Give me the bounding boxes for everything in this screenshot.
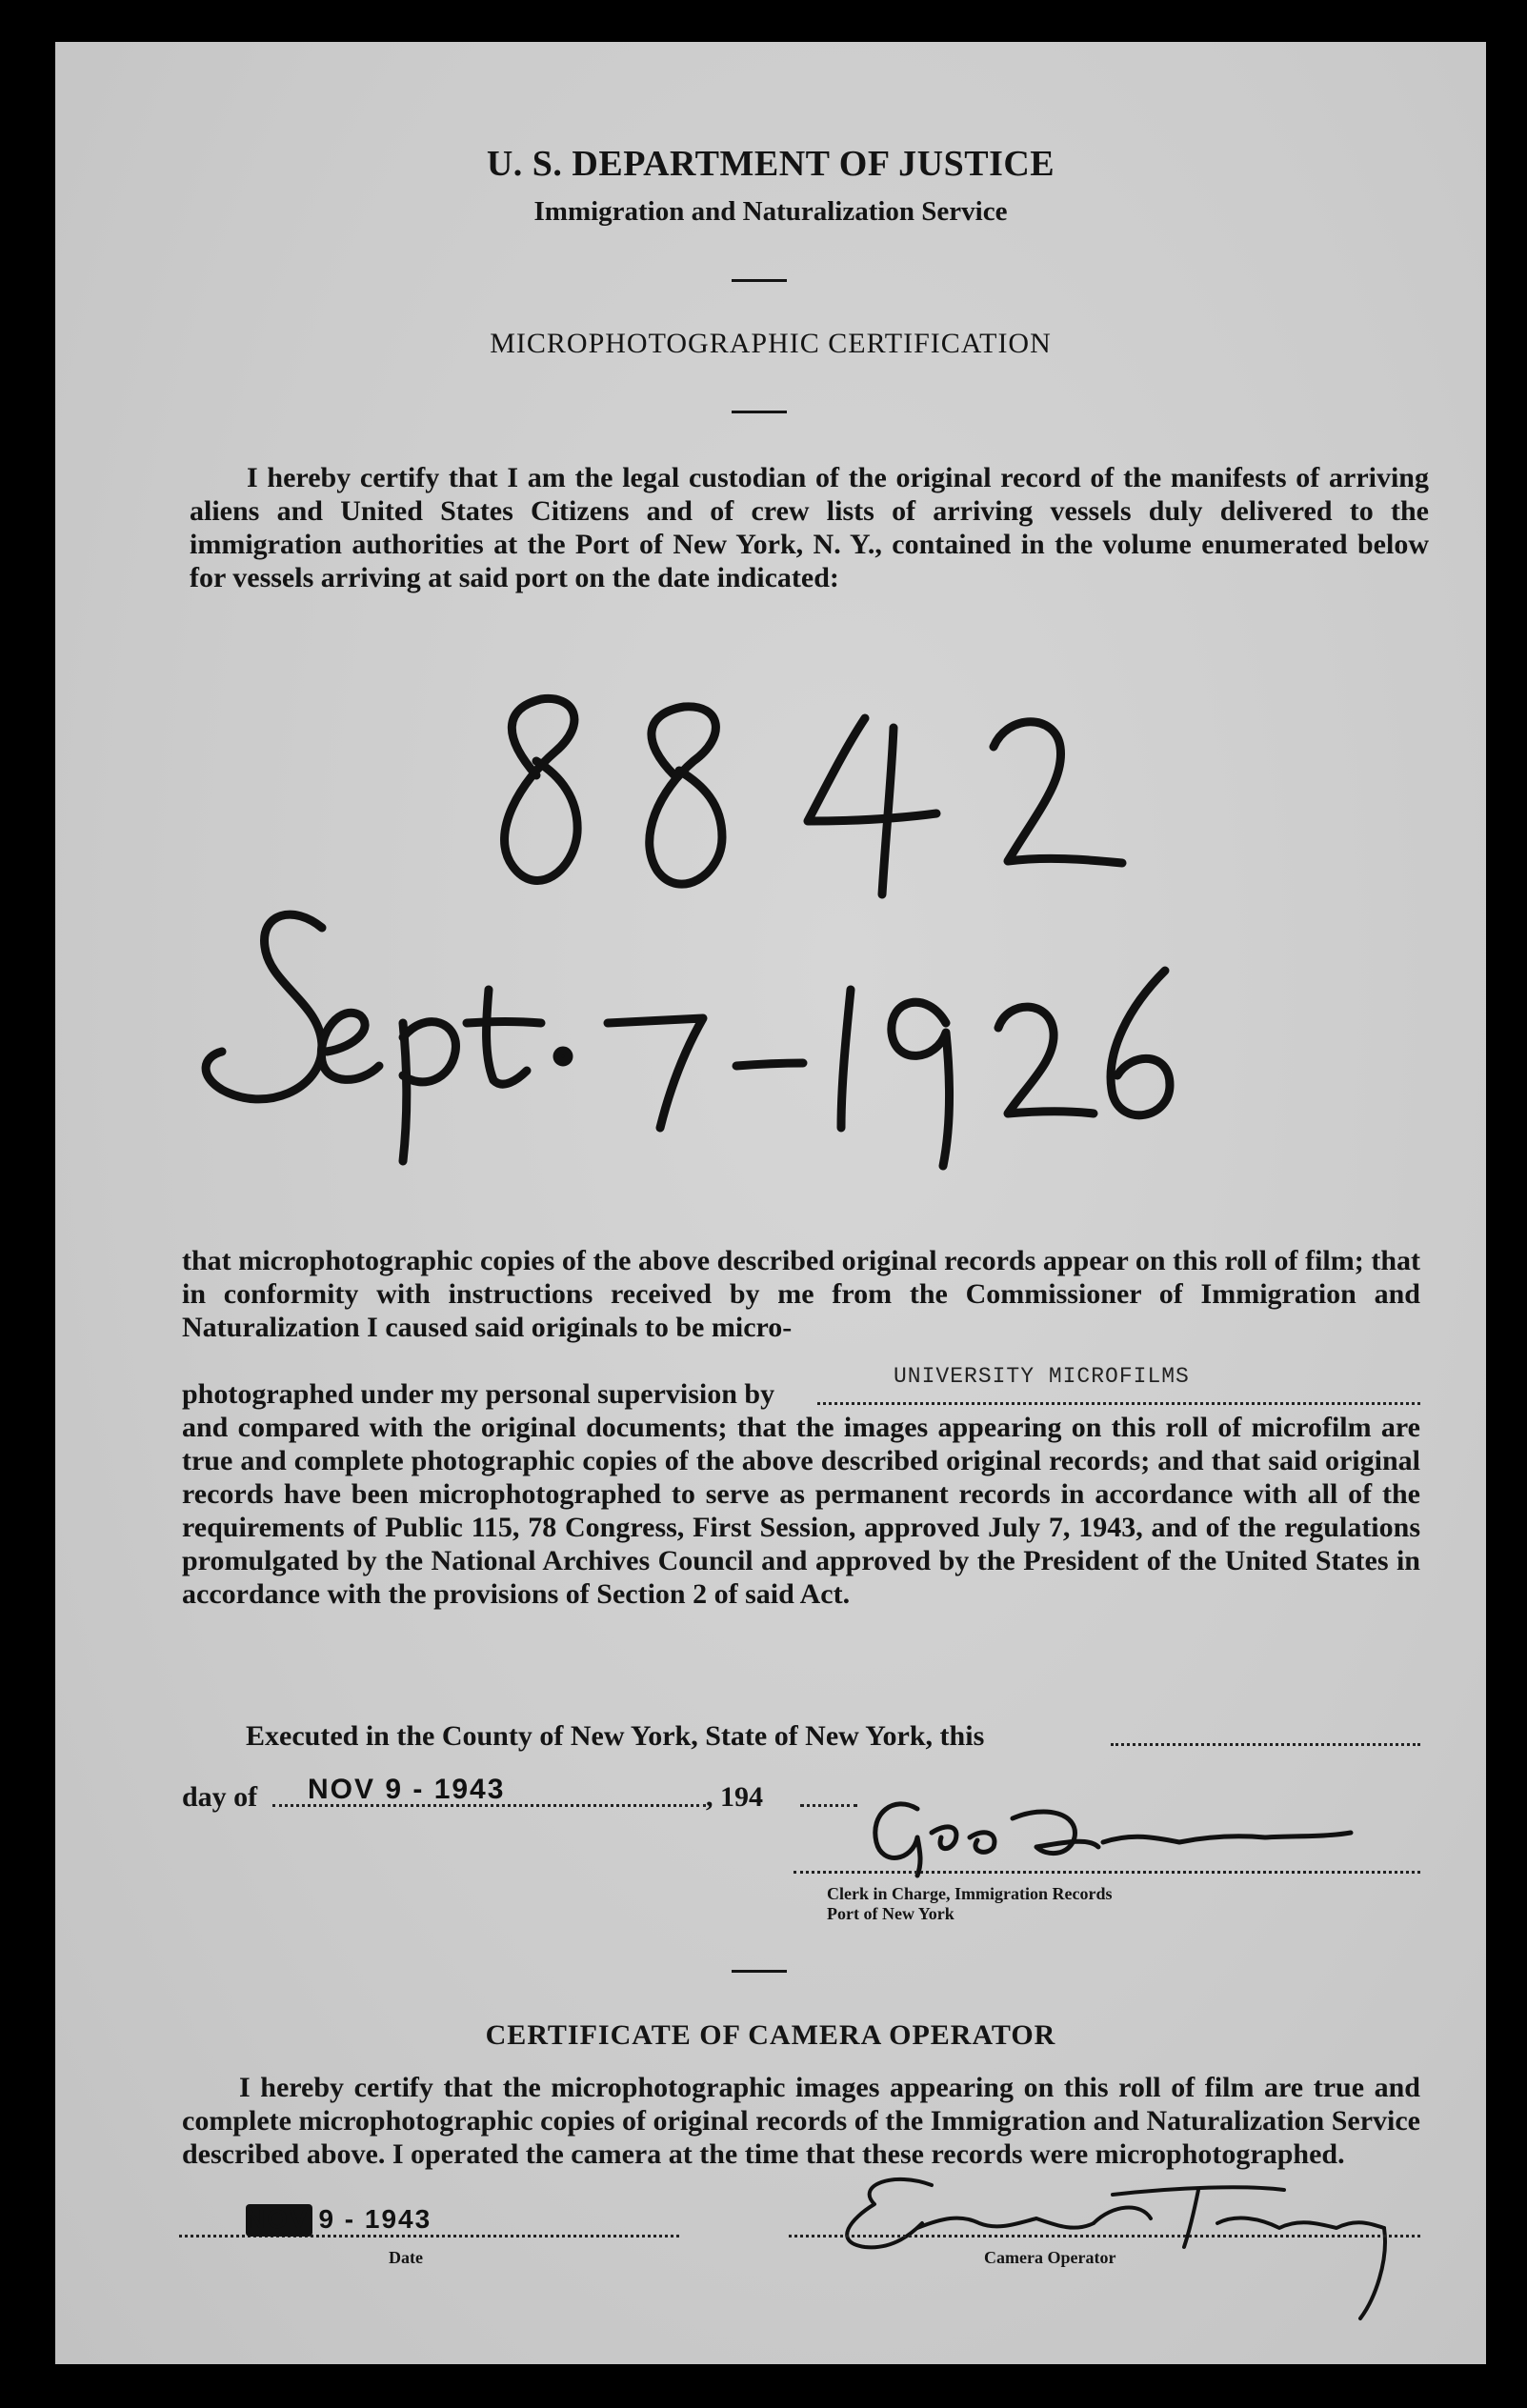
year-prefix: , 194 (706, 1781, 763, 1813)
body-paragraph-part1: that microphotographic copies of the above described original records appear on this roll of film; that in conformity with instructions received by me from the Commissioner of Immigration and Naturalization I caused said originals to be micro- (182, 1245, 1420, 1343)
operator-signature-line (789, 2235, 1420, 2237)
clerk-title-line1: Clerk in Charge, Immigration Records (827, 1884, 1113, 1903)
body-paragraph-continued: and compared with the original documents; that the images appearing on this roll of microfilm are true and complete photographic copies of the above described original records; and that said original records have been microphotographed to serve as permanent records in accordance with all of the requirements of Public 115, 78 Congress, First Session, approved July 7, 1943, and of the regulations promulgated by the National Archives Council and approved by the President of the United States in accordance with the provisions of Section 2 of said Act. (182, 1412, 1420, 1610)
certification-title: MICROPHOTOGRAPHIC CERTIFICATION (490, 328, 1052, 359)
camera-operator-label: Camera Operator (984, 2248, 1116, 2267)
camera-operator-signature (55, 42, 1486, 2364)
clerk-title-line2: Port of New York (827, 1904, 954, 1923)
supervision-prefix: photographed under my personal supervision by (182, 1378, 775, 1410)
camera-operator-paragraph: I hereby certify that the microphotographic images appearing on this roll of film are true and complete microphotographic copies of original records of the Immigration and Naturalization Service described above. I operated the camera at the time that these records were microphotographed. (182, 2072, 1420, 2170)
execution-date-stamp: NOV 9 - 1943 (308, 1774, 506, 1805)
company-stamp: UNIVERSITY MICROFILMS (894, 1364, 1190, 1389)
certificate-sheet (55, 42, 1486, 2364)
intro-paragraph: I hereby certify that I am the legal custodian of the original record of the manifests of arriving aliens and United States Citizens and of crew lists of arriving vessels duly delivered to the immigration authorities at the Port of New York, N. Y., contained in the volume enumerated below for vessels arriving at said port on the date indicated: (190, 462, 1429, 593)
date-label: Date (389, 2248, 423, 2267)
service-subheading: Immigration and Naturalization Service (533, 196, 1008, 227)
department-heading: U. S. DEPARTMENT OF JUSTICE (486, 144, 1055, 184)
camera-operator-title: CERTIFICATE OF CAMERA OPERATOR (485, 2019, 1056, 2051)
camera-date-stamp: NOV 9 - 1943 (246, 2204, 432, 2234)
executed-text: Executed in the County of New York, State of New York, this (246, 1720, 985, 1752)
day-of-label: day of (182, 1781, 258, 1813)
